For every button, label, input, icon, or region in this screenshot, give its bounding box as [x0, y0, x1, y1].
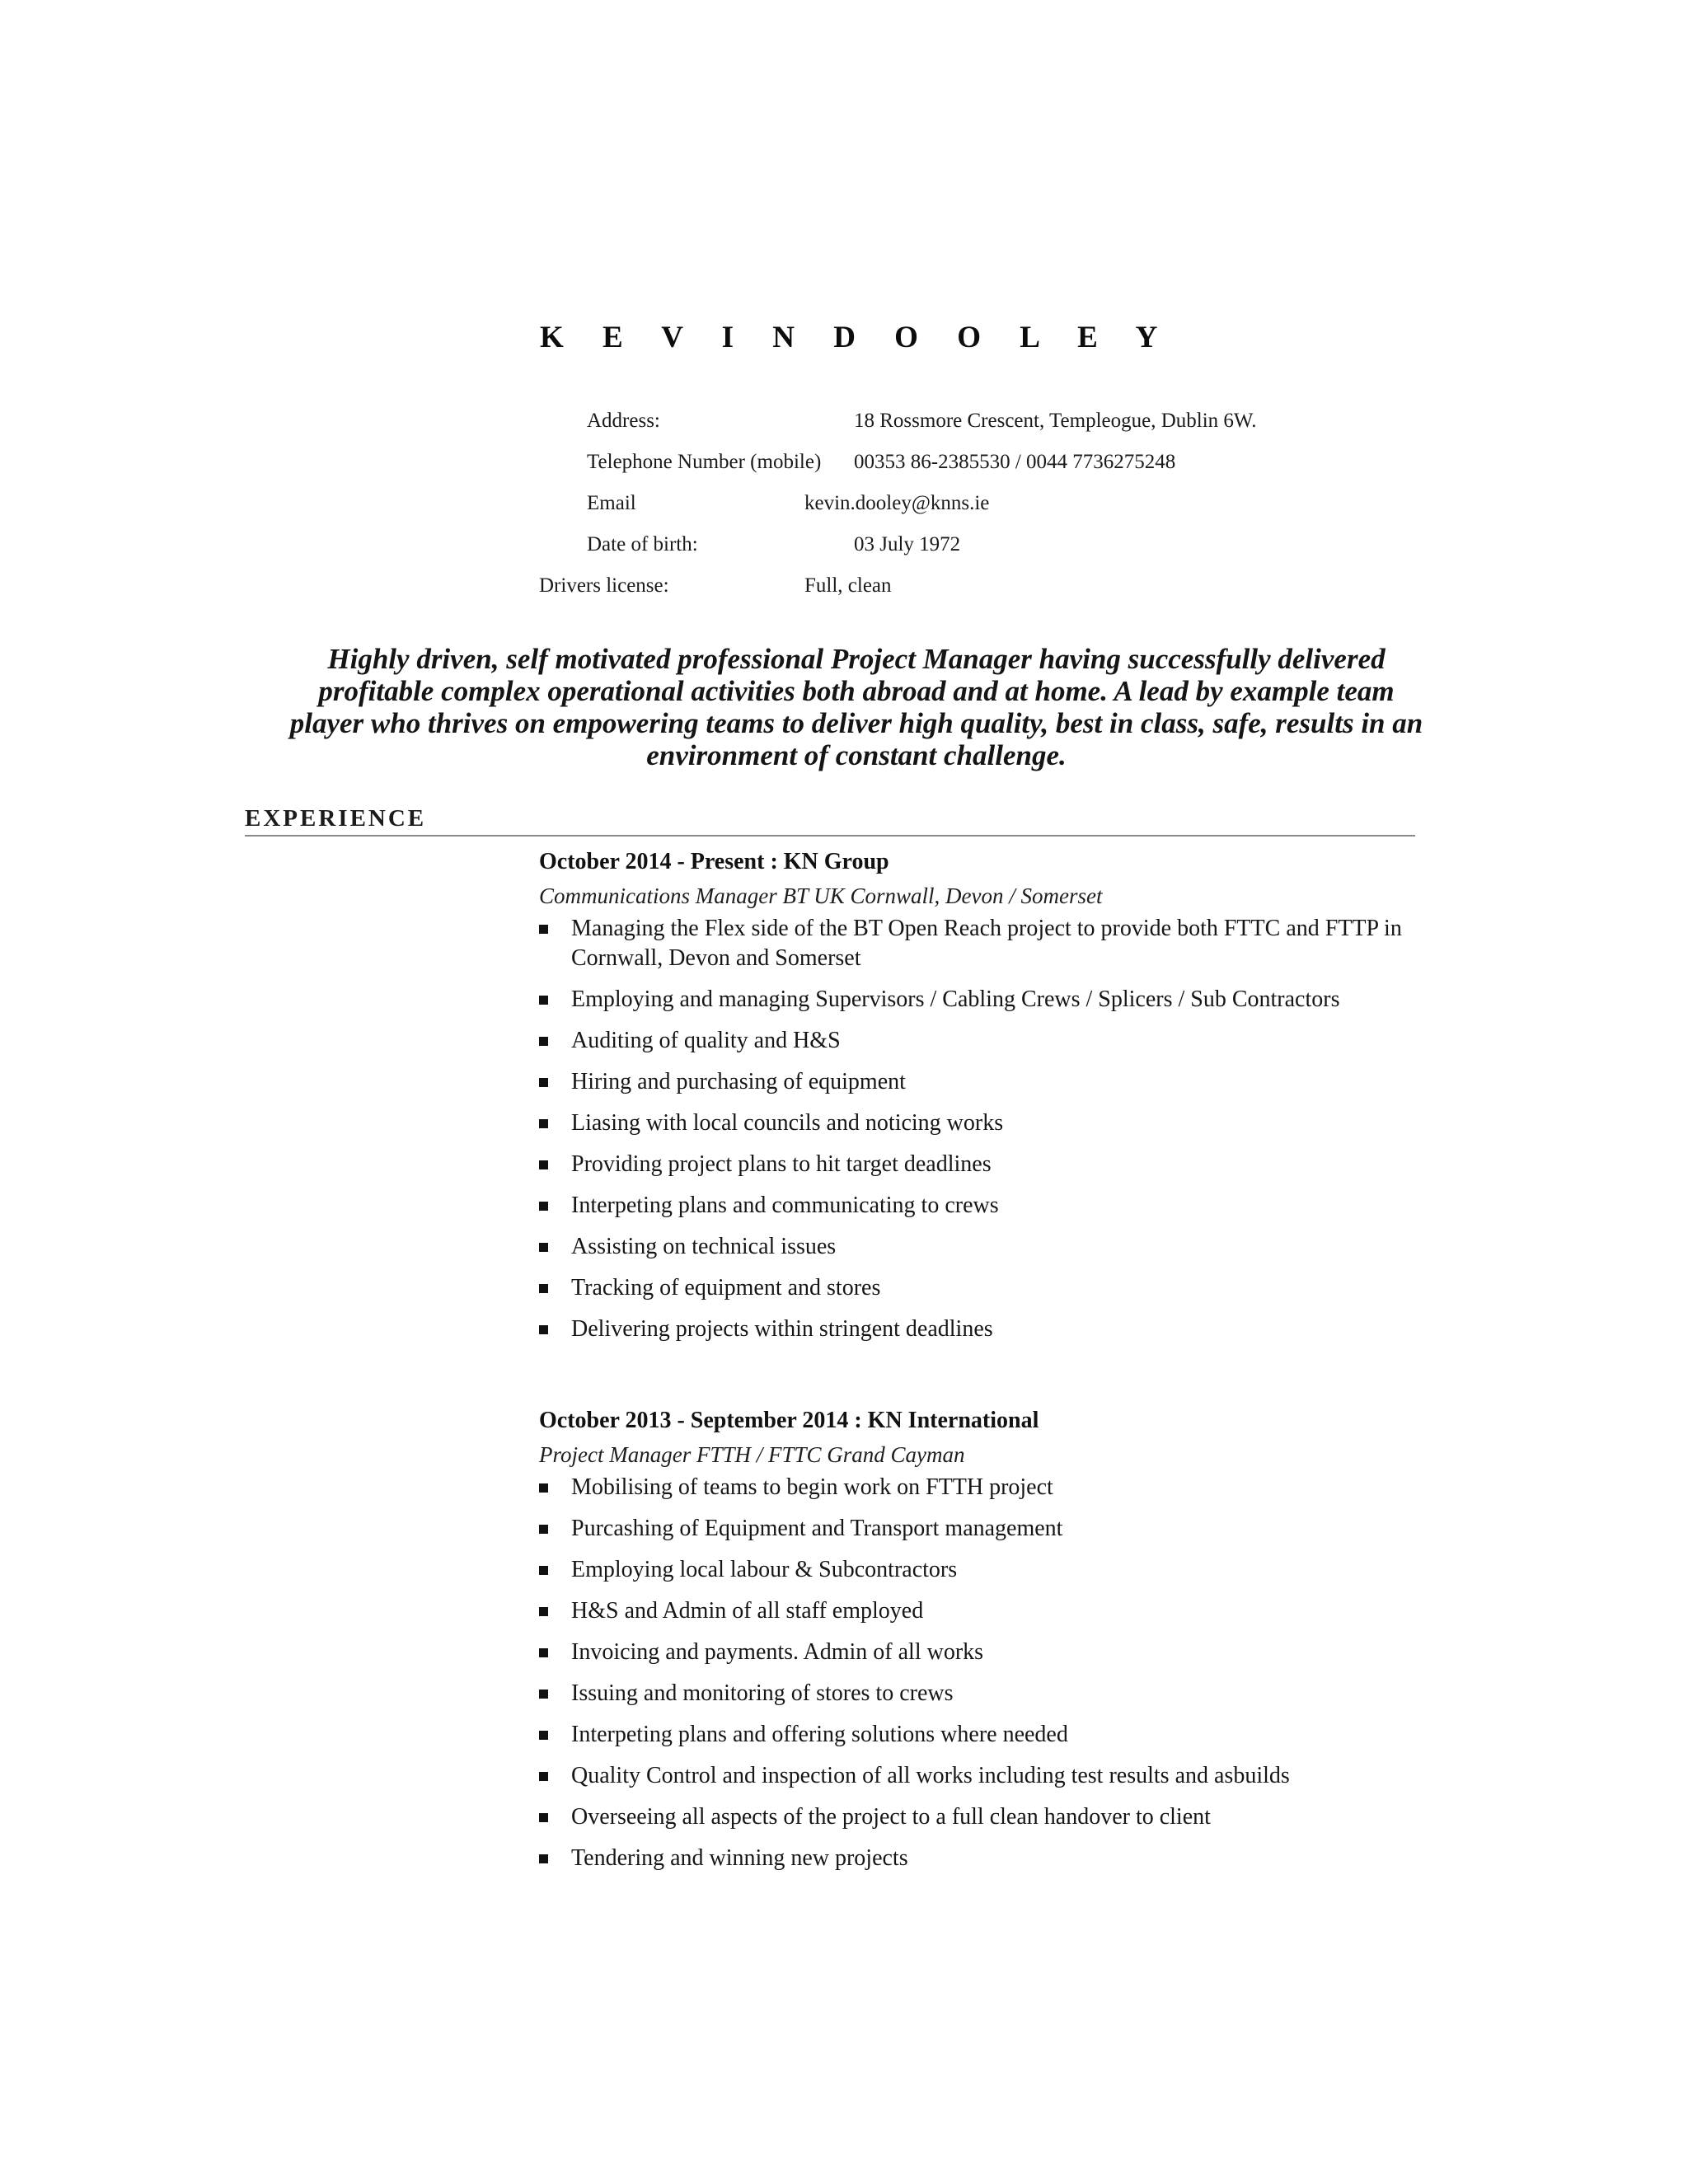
- list-item-text: Interpeting plans and communicating to crews: [571, 1193, 999, 1218]
- list-item-text: Mobilising of teams to begin work on FTTH project: [571, 1474, 1053, 1500]
- list-item-text: Managing the Flex side of the BT Open Reach project to provide both FTTC and FTTP in Cornwall, Devon and Somerset: [571, 916, 1402, 971]
- square-bullet-icon: [539, 1813, 548, 1822]
- square-bullet-icon: [539, 1483, 548, 1493]
- list-item-text: Interpeting plans and offering solutions where needed: [571, 1722, 1068, 1747]
- dob-label: Date of birth:: [587, 533, 698, 555]
- list-item-text: Hiring and purchasing of equipment: [571, 1069, 906, 1094]
- list-item: [539, 1802, 1421, 1832]
- square-bullet-icon: [539, 1325, 548, 1334]
- resume-name: K E V I N D O O L E Y: [540, 321, 1174, 354]
- email-value: kevin.dooley@knns.ie: [804, 492, 990, 514]
- list-item-text: Providing project plans to hit target deadlines: [571, 1151, 992, 1177]
- list-item: [539, 1191, 1421, 1221]
- list-item: [539, 1679, 1421, 1708]
- square-bullet-icon: [539, 1772, 548, 1781]
- square-bullet-icon: [539, 1566, 548, 1575]
- list-item: [539, 1150, 1421, 1179]
- list-item: [539, 1067, 1421, 1097]
- job-entry: [539, 848, 1421, 1356]
- square-bullet-icon: [539, 1037, 548, 1046]
- list-item: [539, 1844, 1421, 1873]
- square-bullet-icon: [539, 1731, 548, 1740]
- list-item: [539, 1315, 1421, 1344]
- list-item-text: Assisting on technical issues: [571, 1234, 837, 1259]
- list-item-text: Delivering projects within stringent deadlines: [571, 1316, 993, 1342]
- list-item: [539, 1720, 1421, 1750]
- list-item-text: Tracking of equipment and stores: [571, 1275, 881, 1301]
- list-item-text: Overseeing all aspects of the project to a full clean handover to client: [571, 1804, 1211, 1830]
- square-bullet-icon: [539, 1648, 548, 1657]
- dob-value: 03 July 1972: [854, 533, 961, 555]
- experience-heading: EXPERIENCE: [245, 805, 427, 832]
- list-item: [539, 985, 1421, 1015]
- square-bullet-icon: [539, 1243, 548, 1252]
- square-bullet-icon: [539, 1160, 548, 1169]
- list-item-text: Quality Control and inspection of all works including test results and asbuilds: [571, 1763, 1290, 1788]
- email-label: Email: [587, 492, 636, 514]
- square-bullet-icon: [539, 925, 548, 934]
- square-bullet-icon: [539, 1119, 548, 1128]
- list-item-text: Tendering and winning new projects: [571, 1845, 908, 1871]
- job-entry: [539, 1407, 1421, 1885]
- square-bullet-icon: [539, 1078, 548, 1087]
- list-item: [539, 1761, 1421, 1791]
- square-bullet-icon: [539, 1690, 548, 1699]
- list-item-text: Auditing of quality and H&S: [571, 1028, 841, 1053]
- square-bullet-icon: [539, 1854, 548, 1863]
- list-item: [539, 1596, 1421, 1626]
- phone-label: Telephone Number (mobile): [587, 451, 822, 473]
- list-item-text: H&S and Admin of all staff employed: [571, 1598, 924, 1624]
- address-label: Address:: [587, 410, 660, 432]
- section-divider: [245, 835, 1415, 837]
- job-duties-list: [539, 914, 1421, 1344]
- list-item: [539, 1273, 1421, 1303]
- phone-value: 00353 86-2385530 / 0044 7736275248: [854, 451, 1176, 473]
- job-title: October 2014 - Present : KN Group: [539, 849, 889, 874]
- list-item: [539, 1638, 1421, 1667]
- list-item: [539, 1108, 1421, 1138]
- list-item: [539, 1555, 1421, 1585]
- list-item: [539, 1026, 1421, 1056]
- list-item-text: Liasing with local councils and noticing works: [571, 1110, 1004, 1136]
- list-item-text: Purcashing of Equipment and Transport management: [571, 1516, 1063, 1541]
- list-item: [539, 1514, 1421, 1544]
- list-item: [539, 1232, 1421, 1262]
- square-bullet-icon: [539, 1607, 548, 1616]
- license-label: Drivers license:: [539, 574, 669, 597]
- list-item-text: Employing and managing Supervisors / Cabling Crews / Splicers / Sub Contractors: [571, 987, 1340, 1012]
- square-bullet-icon: [539, 996, 548, 1005]
- list-item: [539, 1473, 1421, 1502]
- list-item-text: Issuing and monitoring of stores to crews: [571, 1680, 954, 1706]
- square-bullet-icon: [539, 1284, 548, 1293]
- square-bullet-icon: [539, 1525, 548, 1534]
- list-item-text: Employing local labour & Subcontractors: [571, 1557, 958, 1582]
- job-title: October 2013 - September 2014 : KN International: [539, 1408, 1039, 1433]
- license-value: Full, clean: [804, 574, 892, 597]
- square-bullet-icon: [539, 1202, 548, 1211]
- professional-summary: Highly driven, self motivated professional Project Manager having successfully delivered profitable complex operational activities both abroad and at home. A lead by example team player who thrives on empowering teams to deliver high quality, best in class, safe, results in an environment of constant challenge.: [289, 643, 1423, 771]
- list-item-text: Invoicing and payments. Admin of all works: [571, 1639, 984, 1665]
- address-value: 18 Rossmore Crescent, Templeogue, Dublin 6W.: [854, 410, 1257, 432]
- job-role: Project Manager FTTH / FTTC Grand Cayman: [539, 1442, 965, 1467]
- job-duties-list: [539, 1473, 1421, 1873]
- job-role: Communications Manager BT UK Cornwall, Devon / Somerset: [539, 883, 1103, 908]
- list-item: [539, 914, 1421, 973]
